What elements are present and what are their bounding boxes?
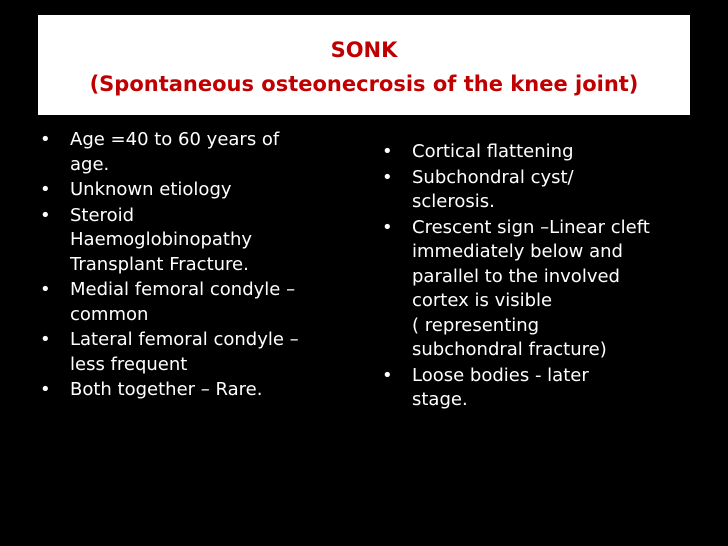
left-bullet-list bbox=[36, 128, 346, 403]
list-item-text: Cortical flattening bbox=[412, 141, 574, 162]
bullet-icon: • bbox=[40, 329, 51, 350]
title-box bbox=[38, 15, 690, 115]
bullet-icon: • bbox=[382, 166, 393, 188]
list-item bbox=[36, 378, 346, 403]
left-column bbox=[36, 128, 346, 404]
list-item-text: Both together – Rare. bbox=[70, 379, 263, 400]
list-item bbox=[378, 216, 698, 363]
list-item bbox=[378, 166, 698, 215]
slide-subtitle: (Spontaneous osteonecrosis of the knee joint) bbox=[89, 72, 639, 96]
bullet-icon: • bbox=[40, 204, 51, 226]
list-item-text: Unknown etiology bbox=[70, 179, 232, 200]
list-item bbox=[378, 364, 698, 413]
list-item bbox=[36, 278, 346, 327]
list-item-text: Medial femoral condyle – common bbox=[70, 279, 296, 325]
bullet-icon: • bbox=[40, 279, 51, 300]
list-item-text: Crescent sign –Linear cleft immediately below and parallel to the involved cortex is visible ( representing subchondral fracture) bbox=[412, 216, 650, 360]
right-column bbox=[378, 140, 698, 414]
list-item bbox=[36, 204, 346, 278]
list-item-text: Age =40 to 60 years of age. bbox=[70, 129, 280, 175]
right-bullet-list bbox=[378, 140, 698, 413]
bullet-icon: • bbox=[40, 129, 51, 150]
list-item-text: Steroid Haemoglobinopathy Transplant Fracture. bbox=[70, 204, 253, 275]
bullet-icon: • bbox=[382, 141, 393, 162]
list-item-text: Subchondral cyst/ sclerosis. bbox=[412, 166, 574, 212]
list-item-text: Lateral femoral condyle – less frequent bbox=[70, 329, 299, 375]
bullet-icon: • bbox=[40, 179, 51, 200]
list-item bbox=[36, 178, 346, 203]
bullet-icon: • bbox=[382, 216, 393, 238]
list-item bbox=[36, 328, 346, 377]
bullet-icon: • bbox=[382, 364, 393, 386]
list-item bbox=[36, 128, 346, 177]
list-item bbox=[378, 140, 698, 165]
bullet-icon: • bbox=[40, 379, 51, 400]
list-item-text: Loose bodies - later stage. bbox=[412, 364, 589, 410]
slide-title: SONK bbox=[330, 38, 398, 62]
